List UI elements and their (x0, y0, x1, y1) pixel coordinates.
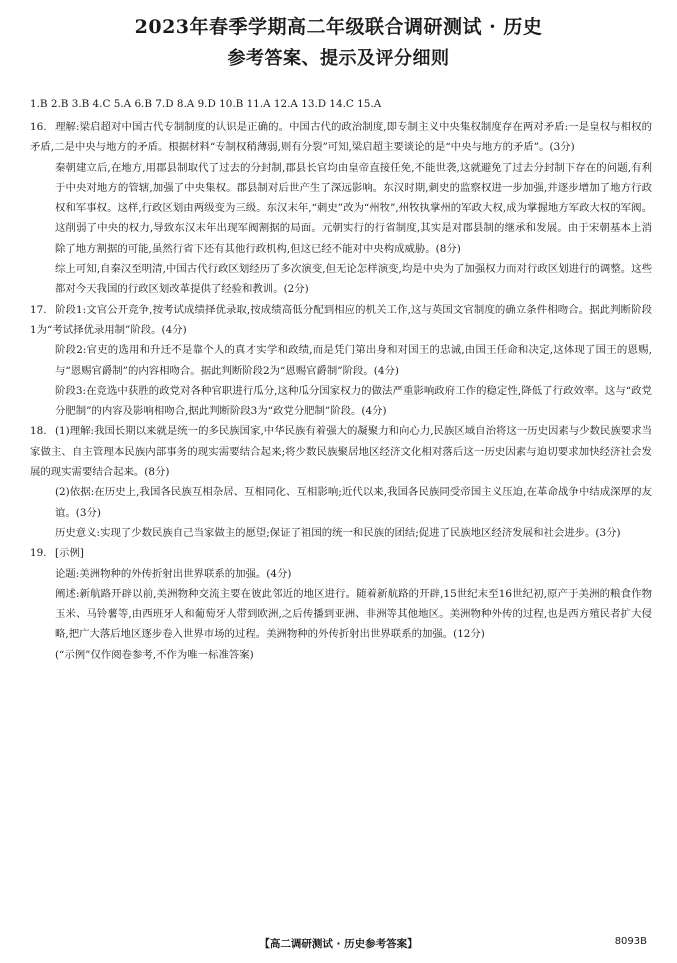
q17-stage-1: 17. 阶段1:文官公开竞争,按考试成绩择优录取,按成绩高低分配到相应的机关工作,这与英国文官制度的确立条件相吻合。据此判断阶段1为“考试择优录用制”阶段。(4分) (30, 300, 652, 341)
q17-stage-3: 阶段3:在竞选中获胜的政党对各种官职进行瓜分,这种瓜分国家权力的做法严重影响政府工作的稳定性,降低了行政效率。这与“政党分肥制”的内容及影响相吻合,据此判断阶段3为“政党分肥制”阶段。(4分) (55, 384, 652, 418)
q16-conclusion: 综上可知,自秦汉至明清,中国古代行政区划经历了多次演变,但无论怎样演变,均是中央为了加强权力而对行政区划进行的调整。这些都对今天我国的行政区划改革提供了经验和教训。(2分) (55, 263, 652, 296)
question-16 (30, 117, 652, 300)
q16-number: 16. (30, 121, 47, 133)
q18-significance: 历史意义:实现了少数民族自己当家做主的愿望;保证了祖国的统一和民族的团结;促进了民族地区经济发展和社会进步。(3分) (55, 526, 621, 539)
question-19 (30, 543, 652, 665)
q18-part-1: 18. (1)理解:我国长期以来就是统一的多民族国家,中华民族有着强大的凝聚力和向心力,民族区域自治将这一历史因素与少数民族要求当家做主、自主管理本民族内部事务的现实需要结合起来;将少数民族聚居地区经济文化相对落后这一历史因素与迫切要求加快经济社会发展的现实需要结合起来。(8分) (30, 421, 652, 482)
answer-body (30, 117, 652, 665)
q16-analysis: 秦朝建立后,在地方,用郡县制取代了过去的分封制,郡县长官均由皇帝直接任免,不能世袭,这就避免了过去分封制下存在的问题,有利于中央对地方的管辖,加强了中央集权。郡县制对后世产生了深远影响。东汉时期,刺史的监察权进一步加强,并逐步增加了地方行政权和军事权。这样,行政区划由两级变为三级。东汉末年,“刺史”改为“州牧”,州牧执掌州的军政大权,成为掌握地方军政大权的军阀。这削弱了中央的权力,导致东汉末年出现军阀割据的局面。元朝实行的行省制度,其实是对郡县制的继承和发展。由于宋朝基本上消除了地方割据的可能,虽然行省下还有其他行政机构,但这已经不能对中央构成威胁。(8分) (55, 161, 652, 255)
q19-note: (“示例”仅作阅卷参考,不作为唯一标准答案) (55, 648, 254, 661)
q18-part-2: (2)依据:在历史上,我国各民族互相杂居、互相同化、互相影响;近代以来,我国各民族同受帝国主义压迫,在革命战争中结成深厚的友谊。(3分) (55, 486, 652, 519)
page-subtitle: 参考答案、提示及评分细则 (227, 48, 450, 69)
question-18 (30, 421, 652, 543)
page-title: 2023年春季学期高二年级联合调研测试 · 历史 (134, 16, 543, 38)
footer-label: 【高二调研测试 · 历史参考答案】 (259, 938, 418, 950)
q19-thesis: 论题:美洲物种的外传折射出世界联系的加强。(4分) (55, 567, 292, 580)
footer-code: 8093B (614, 936, 647, 947)
q17-stage-2: 阶段2:官吏的选用和升迁不是靠个人的真才实学和政绩,而是凭门第出身和对国王的忠诚,由国王任命和决定,这体现了国王的恩赐,与“恩赐官爵制”的内容相吻合。据此判断阶段2为“恩赐官爵制”阶段。(4分) (55, 344, 652, 377)
q19-elaboration: 阐述:新航路开辟以前,美洲物种交流主要在彼此邻近的地区进行。随着新航路的开辟,15世纪末至16世纪初,原产于美洲的粮食作物玉米、马铃薯等,由西班牙人和葡萄牙人带到欧洲,之后传播到亚洲、非洲等其他地区。美洲物种外传的过程,也是西方殖民者扩大侵略,把广大落后地区逐步卷入世界市场的过程。美洲物种的外传折射出世界联系的加强。(12分) (55, 587, 652, 641)
q17-number: 17. (30, 303, 47, 316)
q18-number: 18. (30, 425, 47, 438)
choice-answers: 1.B 2.B 3.B 4.C 5.A 6.B 7.D 8.A 9.D 10.B 11.A 12.A 13.D 14.C 15.A (30, 98, 382, 110)
q16-understanding: 16. 理解:梁启超对中国古代专制制度的认识是正确的。中国古代的政治制度,即专制主义中央集权制度存在两对矛盾:一是皇权与相权的矛盾,二是中央与地方的矛盾。根据材料“专制权稍薄弱,则有分裂”可知,梁启超主要谈论的是“中央与地方的矛盾”。(3分) (30, 117, 652, 158)
question-17 (30, 300, 652, 422)
q19-number: 19. (30, 547, 47, 560)
q19-example-label: 19. [示例] (30, 543, 652, 563)
